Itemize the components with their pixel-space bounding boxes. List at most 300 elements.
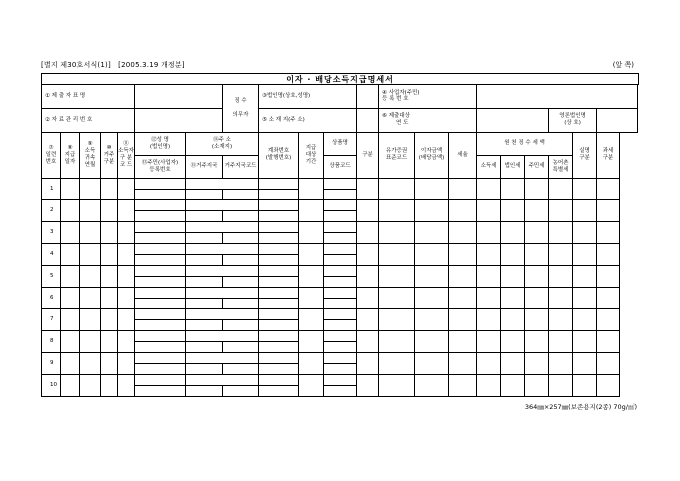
table-row: [42, 287, 638, 298]
period-cell[interactable]: [299, 222, 324, 244]
col-residence: ⑩ 거주 구분: [101, 132, 118, 178]
table-cell[interactable]: [597, 200, 620, 222]
period-cell[interactable]: [299, 244, 324, 266]
table-cell[interactable]: [415, 244, 449, 266]
table-cell[interactable]: [379, 353, 415, 375]
table-cell[interactable]: [357, 331, 379, 353]
name-cell[interactable]: [135, 222, 186, 233]
table-cell[interactable]: [501, 309, 525, 331]
table-cell[interactable]: [357, 200, 379, 222]
reg-cell[interactable]: [135, 342, 186, 353]
table-row: [42, 353, 638, 364]
table-cell[interactable]: [61, 331, 80, 353]
table-cell[interactable]: [415, 178, 449, 200]
table-cell[interactable]: [525, 200, 549, 222]
table-cell[interactable]: [61, 265, 80, 287]
country-cell[interactable]: [186, 211, 223, 222]
table-cell[interactable]: [449, 178, 477, 200]
table-cell[interactable]: [525, 265, 549, 287]
col-product-code: 상품코드: [324, 155, 357, 178]
reg-cell[interactable]: [135, 189, 186, 200]
product-name-cell[interactable]: [324, 222, 357, 233]
table-cell[interactable]: [477, 244, 501, 266]
table-cell[interactable]: [80, 353, 101, 375]
table-cell[interactable]: [449, 331, 477, 353]
product-name-cell[interactable]: [324, 200, 357, 211]
account-cell-sub[interactable]: [259, 385, 299, 396]
row-number[interactable]: 9: [42, 353, 61, 375]
table-cell[interactable]: [549, 178, 573, 200]
table-cell[interactable]: [573, 374, 597, 396]
account-cell-sub[interactable]: [259, 211, 299, 222]
table-cell[interactable]: [449, 244, 477, 266]
account-cell-sub[interactable]: [259, 189, 299, 200]
table-cell[interactable]: [357, 222, 379, 244]
country-code-cell[interactable]: [223, 254, 259, 265]
account-cell[interactable]: [259, 287, 299, 298]
table-cell[interactable]: [525, 353, 549, 375]
table-cell[interactable]: [357, 178, 379, 200]
table-cell[interactable]: [573, 244, 597, 266]
year-value[interactable]: [477, 108, 549, 132]
period-cell[interactable]: [299, 178, 324, 200]
table-cell[interactable]: [379, 374, 415, 396]
col-resident-tax: 주민세: [525, 155, 549, 178]
corp-name-value[interactable]: [357, 85, 379, 109]
table-cell[interactable]: [415, 353, 449, 375]
reg-cell[interactable]: [135, 276, 186, 287]
address-cell[interactable]: [186, 309, 259, 320]
col-pay-date: ⑧ 지급 일자: [61, 132, 80, 178]
collection-agent-label: 징 수 의무자: [223, 85, 259, 133]
col-income-year: ⑨ 소득 귀속 연월: [80, 132, 101, 178]
reg-cell[interactable]: [135, 320, 186, 331]
table-cell[interactable]: [597, 178, 620, 200]
country-code-cell[interactable]: [223, 189, 259, 200]
table-cell[interactable]: [597, 287, 620, 309]
table-cell[interactable]: [415, 222, 449, 244]
address-cell[interactable]: [186, 200, 259, 211]
reg-cell[interactable]: [135, 385, 186, 396]
address-label: ⑤ 소 재 지(주 소): [259, 108, 357, 132]
product-code-cell[interactable]: [324, 385, 357, 396]
account-cell[interactable]: [259, 353, 299, 364]
table-cell[interactable]: [597, 353, 620, 375]
row-number[interactable]: 4: [42, 244, 61, 266]
product-code-cell[interactable]: [324, 298, 357, 309]
table-cell[interactable]: [597, 309, 620, 331]
table-cell[interactable]: [573, 222, 597, 244]
table-cell[interactable]: [477, 287, 501, 309]
product-code-cell[interactable]: [324, 364, 357, 375]
account-cell[interactable]: [259, 178, 299, 189]
name-cell[interactable]: [135, 200, 186, 211]
table-cell[interactable]: [449, 222, 477, 244]
page-side: (앞 쪽): [612, 61, 634, 69]
table-cell[interactable]: [501, 265, 525, 287]
table-cell[interactable]: [118, 200, 135, 222]
col-name: ⑫성 명 (법인명): [135, 132, 186, 155]
table-cell[interactable]: [118, 178, 135, 200]
product-name-cell[interactable]: [324, 309, 357, 320]
table-cell[interactable]: [501, 178, 525, 200]
table-cell[interactable]: [61, 374, 80, 396]
address-cell[interactable]: [186, 178, 259, 189]
table-cell[interactable]: [549, 265, 573, 287]
table-cell[interactable]: [415, 309, 449, 331]
table-row: [42, 200, 638, 211]
product-name-cell[interactable]: [324, 244, 357, 255]
table-cell[interactable]: [61, 353, 80, 375]
table-cell[interactable]: [379, 331, 415, 353]
table-cell[interactable]: [597, 265, 620, 287]
table-row: [42, 222, 638, 233]
table-cell[interactable]: [118, 353, 135, 375]
table-cell[interactable]: [415, 200, 449, 222]
account-cell[interactable]: [259, 200, 299, 211]
table-cell[interactable]: [61, 178, 80, 200]
table-cell[interactable]: [357, 353, 379, 375]
table-cell[interactable]: [101, 331, 118, 353]
row-number[interactable]: 1: [42, 178, 61, 200]
account-cell[interactable]: [259, 309, 299, 320]
row-number[interactable]: 6: [42, 287, 61, 309]
table-cell[interactable]: [549, 353, 573, 375]
col-class: 구분: [357, 132, 379, 178]
account-cell-sub[interactable]: [259, 364, 299, 375]
table-cell[interactable]: [101, 287, 118, 309]
product-name-cell[interactable]: [324, 178, 357, 189]
name-cell[interactable]: [135, 374, 186, 385]
table-cell[interactable]: [573, 200, 597, 222]
row-number[interactable]: 2: [42, 200, 61, 222]
period-cell[interactable]: [299, 309, 324, 331]
corp-name-label: ③법인명(상호,성명): [259, 85, 357, 109]
table-cell[interactable]: [449, 309, 477, 331]
table-cell[interactable]: [118, 331, 135, 353]
table-cell[interactable]: [101, 178, 118, 200]
table-cell[interactable]: [379, 265, 415, 287]
period-cell[interactable]: [299, 374, 324, 396]
table-cell[interactable]: [101, 244, 118, 266]
table-cell[interactable]: [597, 222, 620, 244]
table-cell[interactable]: [80, 265, 101, 287]
table-cell[interactable]: [477, 178, 501, 200]
table-cell[interactable]: [101, 309, 118, 331]
table-cell[interactable]: [415, 331, 449, 353]
table-cell[interactable]: [80, 178, 101, 200]
name-cell[interactable]: [135, 309, 186, 320]
product-name-cell[interactable]: [324, 287, 357, 298]
table-cell[interactable]: [501, 222, 525, 244]
country-cell[interactable]: [186, 276, 223, 287]
table-cell[interactable]: [549, 244, 573, 266]
table-cell[interactable]: [118, 309, 135, 331]
table-cell[interactable]: [501, 331, 525, 353]
table-row: [42, 374, 638, 385]
account-cell[interactable]: [259, 222, 299, 233]
table-cell[interactable]: [449, 353, 477, 375]
table-cell[interactable]: [80, 244, 101, 266]
product-code-cell[interactable]: [324, 189, 357, 200]
product-code-cell[interactable]: [324, 276, 357, 287]
period-cell[interactable]: [299, 353, 324, 375]
account-cell-sub[interactable]: [259, 254, 299, 265]
table-cell[interactable]: [573, 265, 597, 287]
col-corp-tax: 법인세: [501, 155, 525, 178]
account-cell[interactable]: [259, 374, 299, 385]
business-reg-label: ④ 사업자(주민) 등 록 번 호: [379, 85, 477, 109]
table-cell[interactable]: [573, 331, 597, 353]
address-cell[interactable]: [186, 244, 259, 255]
table-cell[interactable]: [549, 374, 573, 396]
table-cell[interactable]: [80, 222, 101, 244]
table-cell[interactable]: [525, 331, 549, 353]
col-serial: ⑦ 일련 번호: [42, 132, 61, 178]
paper-spec: 364㎜×257㎜(보존용지(2종) 70g/㎡): [524, 403, 637, 411]
table-cell[interactable]: [597, 331, 620, 353]
country-cell[interactable]: [186, 320, 223, 331]
table-cell[interactable]: [80, 374, 101, 396]
table-cell[interactable]: [549, 331, 573, 353]
country-cell[interactable]: [186, 364, 223, 375]
table-cell[interactable]: [101, 374, 118, 396]
table-cell[interactable]: [477, 222, 501, 244]
table-cell[interactable]: [118, 374, 135, 396]
country-code-cell[interactable]: [223, 320, 259, 331]
product-code-cell[interactable]: [324, 211, 357, 222]
table-cell[interactable]: [379, 287, 415, 309]
product-code-cell[interactable]: [324, 254, 357, 265]
table-cell[interactable]: [379, 244, 415, 266]
table-cell[interactable]: [80, 200, 101, 222]
table-cell[interactable]: [525, 374, 549, 396]
table-cell[interactable]: [415, 287, 449, 309]
table-cell[interactable]: [501, 374, 525, 396]
table-cell[interactable]: [477, 331, 501, 353]
period-cell[interactable]: [299, 200, 324, 222]
table-cell[interactable]: [357, 244, 379, 266]
table-cell[interactable]: [415, 374, 449, 396]
product-name-cell[interactable]: [324, 353, 357, 364]
table-cell[interactable]: [379, 200, 415, 222]
table-cell[interactable]: [573, 309, 597, 331]
table-cell[interactable]: [501, 200, 525, 222]
table-cell[interactable]: [379, 222, 415, 244]
table-cell[interactable]: [61, 309, 80, 331]
table-row: [42, 244, 638, 255]
table-cell[interactable]: [118, 244, 135, 266]
table-cell[interactable]: [477, 200, 501, 222]
row-number[interactable]: 5: [42, 265, 61, 287]
table-row: [42, 309, 638, 320]
col-rural-tax: 농어촌 특별세: [549, 155, 573, 178]
table-cell[interactable]: [525, 244, 549, 266]
table-cell[interactable]: [118, 265, 135, 287]
table-cell[interactable]: [379, 178, 415, 200]
form-no: [별지 제30호서식(1)]: [41, 61, 111, 69]
submitter-value[interactable]: [135, 85, 223, 109]
country-cell[interactable]: [186, 233, 223, 244]
form-number: [41, 60, 185, 70]
row-number[interactable]: 7: [42, 309, 61, 331]
product-code-cell[interactable]: [324, 342, 357, 353]
business-reg-value[interactable]: [477, 85, 638, 109]
col-securities-code: 유가증권 표준코드: [379, 132, 415, 178]
table-cell[interactable]: [357, 265, 379, 287]
col-amount: 이자금액 (배당금액): [415, 132, 449, 178]
row-number[interactable]: 3: [42, 222, 61, 244]
statement-table: [41, 84, 638, 397]
account-cell-sub[interactable]: [259, 233, 299, 244]
reg-cell[interactable]: [135, 211, 186, 222]
table-cell[interactable]: [597, 244, 620, 266]
table-cell[interactable]: [357, 287, 379, 309]
table-cell[interactable]: [549, 287, 573, 309]
table-cell[interactable]: [525, 222, 549, 244]
address-cell[interactable]: [186, 287, 259, 298]
name-cell[interactable]: [135, 287, 186, 298]
period-cell[interactable]: [299, 331, 324, 353]
table-cell[interactable]: [597, 374, 620, 396]
country-code-cell[interactable]: [223, 342, 259, 353]
table-cell[interactable]: [357, 374, 379, 396]
country-code-cell[interactable]: [223, 364, 259, 375]
reg-cell[interactable]: [135, 298, 186, 309]
row-number[interactable]: 10: [42, 374, 61, 396]
table-cell[interactable]: [573, 178, 597, 200]
country-cell[interactable]: [186, 298, 223, 309]
table-cell[interactable]: [379, 309, 415, 331]
country-code-cell[interactable]: [223, 298, 259, 309]
name-cell[interactable]: [135, 331, 186, 342]
table-cell[interactable]: [80, 309, 101, 331]
country-cell[interactable]: [186, 189, 223, 200]
reg-cell[interactable]: [135, 233, 186, 244]
corp-type-value[interactable]: [597, 108, 638, 132]
table-cell[interactable]: [573, 353, 597, 375]
table-cell[interactable]: [101, 200, 118, 222]
country-code-cell[interactable]: [223, 385, 259, 396]
address-value[interactable]: [357, 108, 379, 132]
col-reg-number: ⑬주민(사업자) 등록번호: [135, 155, 186, 178]
account-cell[interactable]: [259, 265, 299, 276]
table-cell[interactable]: [101, 265, 118, 287]
table-cell[interactable]: [501, 287, 525, 309]
col-taxation: 과세 구분: [597, 132, 620, 178]
product-name-cell[interactable]: [324, 374, 357, 385]
table-cell[interactable]: [101, 353, 118, 375]
table-cell[interactable]: [449, 200, 477, 222]
table-row: [42, 265, 638, 276]
country-code-cell[interactable]: [223, 211, 259, 222]
table-cell[interactable]: [549, 309, 573, 331]
table-cell[interactable]: [525, 309, 549, 331]
reg-cell[interactable]: [135, 254, 186, 265]
reg-cell[interactable]: [135, 364, 186, 375]
address-cell[interactable]: [186, 222, 259, 233]
col-tax-rate: 세율: [449, 132, 477, 178]
table-cell[interactable]: [501, 353, 525, 375]
account-cell-sub[interactable]: [259, 298, 299, 309]
product-code-cell[interactable]: [324, 320, 357, 331]
table-cell[interactable]: [118, 287, 135, 309]
col-product-name: 상품명: [324, 132, 357, 155]
table-row: [42, 178, 638, 189]
table-cell[interactable]: [118, 222, 135, 244]
table-cell[interactable]: [449, 287, 477, 309]
period-cell[interactable]: [299, 287, 324, 309]
table-row: [42, 331, 638, 342]
table-cell[interactable]: [80, 287, 101, 309]
product-name-cell[interactable]: [324, 265, 357, 276]
table-cell[interactable]: [477, 374, 501, 396]
account-cell-sub[interactable]: [259, 342, 299, 353]
account-cell[interactable]: [259, 244, 299, 255]
country-cell[interactable]: [186, 385, 223, 396]
name-cell[interactable]: [135, 265, 186, 276]
country-cell[interactable]: [186, 254, 223, 265]
name-cell[interactable]: [135, 178, 186, 189]
table-cell[interactable]: [357, 309, 379, 331]
address-cell[interactable]: [186, 265, 259, 276]
table-cell[interactable]: [61, 200, 80, 222]
table-cell[interactable]: [80, 331, 101, 353]
table-cell[interactable]: [549, 200, 573, 222]
address-cell[interactable]: [186, 353, 259, 364]
table-cell[interactable]: [101, 222, 118, 244]
row-number[interactable]: 8: [42, 331, 61, 353]
product-code-cell[interactable]: [324, 233, 357, 244]
table-cell[interactable]: [477, 265, 501, 287]
corp-type-label: 영론법인명 (상 호): [549, 108, 597, 132]
country-code-cell[interactable]: [223, 233, 259, 244]
product-name-cell[interactable]: [324, 331, 357, 342]
table-cell[interactable]: [501, 244, 525, 266]
table-cell[interactable]: [549, 222, 573, 244]
account-cell[interactable]: [259, 331, 299, 342]
name-cell[interactable]: [135, 353, 186, 364]
address-cell[interactable]: [186, 331, 259, 342]
table-cell[interactable]: [415, 265, 449, 287]
col-account: 계좌번호 (발행번호): [259, 132, 299, 178]
table-cell[interactable]: [525, 287, 549, 309]
country-code-cell[interactable]: [223, 276, 259, 287]
account-cell-sub[interactable]: [259, 320, 299, 331]
table-cell[interactable]: [477, 309, 501, 331]
table-cell[interactable]: [573, 287, 597, 309]
country-cell[interactable]: [186, 342, 223, 353]
table-cell[interactable]: [449, 374, 477, 396]
name-cell[interactable]: [135, 244, 186, 255]
col-income-tax: 소득세: [477, 155, 501, 178]
table-cell[interactable]: [477, 353, 501, 375]
table-cell[interactable]: [525, 178, 549, 200]
address-cell[interactable]: [186, 374, 259, 385]
file-mgmt-label: ② 자 료 관 리 번 호: [42, 108, 135, 132]
table-cell[interactable]: [61, 222, 80, 244]
table-cell[interactable]: [449, 265, 477, 287]
period-cell[interactable]: [299, 265, 324, 287]
account-cell-sub[interactable]: [259, 276, 299, 287]
col-country: ⑮거주지국: [186, 155, 223, 178]
col-address: ⑭주 소 (소재지): [186, 132, 259, 155]
table-cell[interactable]: [61, 244, 80, 266]
file-mgmt-value[interactable]: [135, 108, 223, 132]
form-title: 이자 · 배당소득지급명세서: [41, 73, 639, 85]
table-cell[interactable]: [61, 287, 80, 309]
col-withholding: 원 천 징 수 세 액: [477, 132, 573, 155]
